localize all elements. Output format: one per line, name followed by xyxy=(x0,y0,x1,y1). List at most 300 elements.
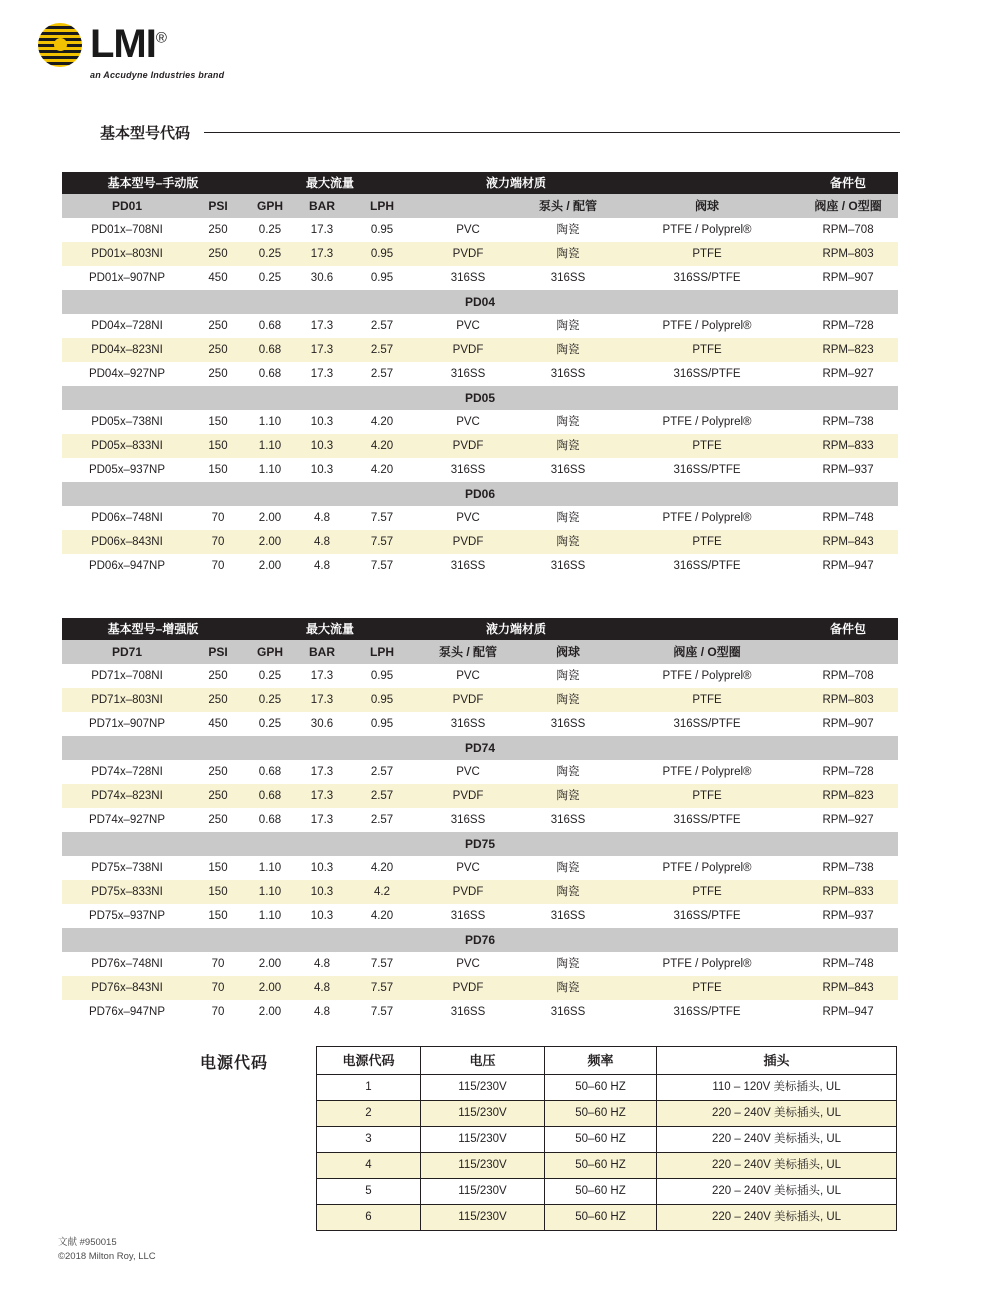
cell-pump-head: 316SS xyxy=(520,266,616,290)
cell-material: 316SS xyxy=(416,362,520,386)
cell-frequency: 50–60 HZ xyxy=(545,1205,657,1231)
table-row xyxy=(317,1075,897,1101)
cell-bar: 17.3 xyxy=(296,242,348,266)
cell-frequency: 50–60 HZ xyxy=(545,1075,657,1101)
cell-psi: 70 xyxy=(192,506,244,530)
cell-pump-head: 陶瓷 xyxy=(520,410,616,434)
cell-material: PVDF xyxy=(416,880,520,904)
cell-gph: 1.10 xyxy=(244,434,296,458)
cell-model: PD75x–738NI xyxy=(62,856,192,880)
cell-frequency: 50–60 HZ xyxy=(545,1179,657,1205)
cell-valve-ball: 316SS/PTFE xyxy=(616,904,798,928)
cell-model: PD76x–748NI xyxy=(62,952,192,976)
cell-model: PD05x–738NI xyxy=(62,410,192,434)
cell-spare-part: RPM–907 xyxy=(798,266,898,290)
cell-lph: 7.57 xyxy=(348,506,416,530)
cell-gph: 0.68 xyxy=(244,784,296,808)
column-header-pump-head: 泵头 / 配管 xyxy=(416,640,520,664)
cell-gph: 2.00 xyxy=(244,554,296,578)
cell-gph: 1.10 xyxy=(244,458,296,482)
cell-model: PD75x–833NI xyxy=(62,880,192,904)
cell-valve-ball: PTFE xyxy=(616,688,798,712)
cell-lph: 0.95 xyxy=(348,266,416,290)
table-row xyxy=(62,434,898,458)
table-group-row xyxy=(62,928,898,952)
cell-lph: 4.20 xyxy=(348,410,416,434)
cell-voltage: 115/230V xyxy=(421,1153,545,1179)
cell-material: PVC xyxy=(416,760,520,784)
cell-spare-part: RPM–748 xyxy=(798,506,898,530)
table-row xyxy=(62,784,898,808)
cell-lph: 2.57 xyxy=(348,338,416,362)
table-row xyxy=(62,458,898,482)
table-row xyxy=(62,1000,898,1024)
cell-psi: 250 xyxy=(192,760,244,784)
column-header-valve-ball: 阀球 xyxy=(616,194,798,218)
table-row xyxy=(62,856,898,880)
cell-valve-ball: PTFE xyxy=(616,784,798,808)
cell-pump-head: 陶瓷 xyxy=(520,880,616,904)
group-header-spare-parts: 备件包 xyxy=(798,172,898,194)
table-row xyxy=(62,362,898,386)
cell-pump-head: 陶瓷 xyxy=(520,530,616,554)
cell-gph: 0.25 xyxy=(244,664,296,688)
cell-spare-part: RPM–728 xyxy=(798,760,898,784)
cell-pump-head: 陶瓷 xyxy=(520,856,616,880)
cell-spare-part: RPM–738 xyxy=(798,410,898,434)
cell-psi: 150 xyxy=(192,434,244,458)
cell-bar: 17.3 xyxy=(296,362,348,386)
column-header-plug: 插头 xyxy=(657,1047,897,1075)
cell-psi: 150 xyxy=(192,410,244,434)
cell-pump-head: 316SS xyxy=(520,904,616,928)
cell-plug: 220 – 240V 美标插头, UL xyxy=(657,1179,897,1205)
logo-wordmark xyxy=(90,22,166,67)
cell-model: PD76x–947NP xyxy=(62,1000,192,1024)
cell-spare-part: RPM–907 xyxy=(798,712,898,736)
cell-psi: 70 xyxy=(192,952,244,976)
power-code-header-row xyxy=(317,1047,897,1075)
cell-pump-head: 陶瓷 xyxy=(520,664,616,688)
cell-psi: 250 xyxy=(192,362,244,386)
cell-bar: 4.8 xyxy=(296,952,348,976)
cell-material: PVDF xyxy=(416,242,520,266)
cell-model: PD01x–708NI xyxy=(62,218,192,242)
cell-gph: 0.68 xyxy=(244,362,296,386)
cell-model: PD04x–823NI xyxy=(62,338,192,362)
cell-spare-part: RPM–937 xyxy=(798,904,898,928)
section-heading xyxy=(100,122,900,143)
table-row xyxy=(62,314,898,338)
cell-bar: 17.3 xyxy=(296,314,348,338)
footer-copyright: ©2018 Milton Roy, LLC xyxy=(58,1251,156,1262)
logo-wordmark-text: LMI xyxy=(90,22,156,66)
cell-pump-head: 陶瓷 xyxy=(520,784,616,808)
table-column-header-row xyxy=(62,640,898,664)
table-row xyxy=(62,218,898,242)
cell-model: PD01x–907NP xyxy=(62,266,192,290)
cell-psi: 150 xyxy=(192,458,244,482)
cell-bar: 17.3 xyxy=(296,218,348,242)
cell-power-code: 4 xyxy=(317,1153,421,1179)
column-header-valve-ball: 阀球 xyxy=(520,640,616,664)
cell-model: PD05x–833NI xyxy=(62,434,192,458)
cell-spare-part: RPM–833 xyxy=(798,434,898,458)
column-header-frequency: 频率 xyxy=(545,1047,657,1075)
column-header-blank xyxy=(798,640,898,664)
cell-power-code: 5 xyxy=(317,1179,421,1205)
table-column-header-row xyxy=(62,194,898,218)
cell-material: PVC xyxy=(416,856,520,880)
cell-model: PD04x–728NI xyxy=(62,314,192,338)
cell-plug: 220 – 240V 美标插头, UL xyxy=(657,1127,897,1153)
group-header-max-flow: 最大流量 xyxy=(244,172,416,194)
table-row xyxy=(62,266,898,290)
group-header-liquid-end: 液力端材质 xyxy=(416,172,616,194)
cell-psi: 250 xyxy=(192,314,244,338)
group-label: PD04 xyxy=(62,290,898,314)
cell-pump-head: 陶瓷 xyxy=(520,218,616,242)
cell-model: PD06x–748NI xyxy=(62,506,192,530)
cell-material: 316SS xyxy=(416,266,520,290)
table-row xyxy=(62,688,898,712)
cell-gph: 0.68 xyxy=(244,314,296,338)
cell-valve-ball: PTFE xyxy=(616,338,798,362)
table-row xyxy=(317,1127,897,1153)
cell-material: PVDF xyxy=(416,976,520,1000)
column-header-psi: PSI xyxy=(192,194,244,218)
table-group-row xyxy=(62,736,898,760)
table-group-header-row xyxy=(62,618,898,640)
cell-spare-part: RPM–823 xyxy=(798,784,898,808)
column-header-power-code: 电源代码 xyxy=(317,1047,421,1075)
cell-gph: 1.10 xyxy=(244,410,296,434)
table-row xyxy=(62,506,898,530)
cell-gph: 2.00 xyxy=(244,952,296,976)
column-header-gph: GPH xyxy=(244,194,296,218)
lmi-sunburst-icon xyxy=(38,23,82,67)
cell-lph: 2.57 xyxy=(348,362,416,386)
cell-valve-ball: PTFE xyxy=(616,530,798,554)
cell-spare-part: RPM–927 xyxy=(798,362,898,386)
group-label: PD74 xyxy=(62,736,898,760)
cell-material: PVDF xyxy=(416,530,520,554)
cell-valve-ball: 316SS/PTFE xyxy=(616,458,798,482)
power-code-table-body xyxy=(317,1047,897,1231)
table-row xyxy=(62,976,898,1000)
cell-bar: 10.3 xyxy=(296,458,348,482)
cell-valve-ball: 316SS/PTFE xyxy=(616,266,798,290)
section-divider xyxy=(204,132,900,133)
cell-valve-ball: PTFE / Polyprel® xyxy=(616,218,798,242)
cell-model: PD71x–907NP xyxy=(62,712,192,736)
table-row xyxy=(62,242,898,266)
group-header-basic-model: 基本型号–增强版 xyxy=(62,618,244,640)
table-group-row xyxy=(62,832,898,856)
cell-voltage: 115/230V xyxy=(421,1205,545,1231)
cell-voltage: 115/230V xyxy=(421,1127,545,1153)
cell-gph: 0.68 xyxy=(244,338,296,362)
cell-pump-head: 316SS xyxy=(520,458,616,482)
cell-pump-head: 316SS xyxy=(520,1000,616,1024)
column-header-bar: BAR xyxy=(296,194,348,218)
cell-material: PVC xyxy=(416,218,520,242)
cell-material: 316SS xyxy=(416,1000,520,1024)
column-header-lph: LPH xyxy=(348,640,416,664)
cell-bar: 4.8 xyxy=(296,506,348,530)
cell-lph: 0.95 xyxy=(348,242,416,266)
group-label: PD76 xyxy=(62,928,898,952)
cell-pump-head: 316SS xyxy=(520,712,616,736)
cell-material: PVC xyxy=(416,952,520,976)
cell-lph: 2.57 xyxy=(348,760,416,784)
cell-spare-part: RPM–947 xyxy=(798,1000,898,1024)
cell-psi: 150 xyxy=(192,880,244,904)
cell-model: PD01x–803NI xyxy=(62,242,192,266)
group-header-max-flow: 最大流量 xyxy=(244,618,416,640)
cell-valve-ball: PTFE xyxy=(616,242,798,266)
table-row xyxy=(62,712,898,736)
cell-lph: 0.95 xyxy=(348,218,416,242)
cell-psi: 150 xyxy=(192,904,244,928)
cell-bar: 17.3 xyxy=(296,338,348,362)
cell-psi: 250 xyxy=(192,218,244,242)
cell-gph: 2.00 xyxy=(244,976,296,1000)
cell-spare-part: RPM–937 xyxy=(798,458,898,482)
cell-lph: 4.20 xyxy=(348,856,416,880)
cell-bar: 10.3 xyxy=(296,410,348,434)
cell-valve-ball: PTFE / Polyprel® xyxy=(616,314,798,338)
cell-bar: 4.8 xyxy=(296,976,348,1000)
cell-gph: 0.68 xyxy=(244,808,296,832)
cell-valve-ball: PTFE / Polyprel® xyxy=(616,952,798,976)
cell-spare-part: RPM–843 xyxy=(798,530,898,554)
cell-frequency: 50–60 HZ xyxy=(545,1153,657,1179)
cell-gph: 1.10 xyxy=(244,856,296,880)
cell-lph: 0.95 xyxy=(348,712,416,736)
cell-voltage: 115/230V xyxy=(421,1179,545,1205)
cell-bar: 10.3 xyxy=(296,856,348,880)
table-row xyxy=(62,338,898,362)
cell-bar: 17.3 xyxy=(296,664,348,688)
cell-model: PD75x–937NP xyxy=(62,904,192,928)
cell-psi: 70 xyxy=(192,1000,244,1024)
cell-valve-ball: PTFE xyxy=(616,976,798,1000)
cell-spare-part: RPM–748 xyxy=(798,952,898,976)
cell-frequency: 50–60 HZ xyxy=(545,1101,657,1127)
cell-lph: 4.20 xyxy=(348,904,416,928)
column-header-lph: LPH xyxy=(348,194,416,218)
cell-lph: 2.57 xyxy=(348,784,416,808)
cell-psi: 250 xyxy=(192,688,244,712)
cell-valve-ball: PTFE xyxy=(616,434,798,458)
cell-psi: 450 xyxy=(192,266,244,290)
cell-material: PVC xyxy=(416,410,520,434)
cell-valve-ball: 316SS/PTFE xyxy=(616,554,798,578)
cell-lph: 0.95 xyxy=(348,688,416,712)
table-row xyxy=(62,904,898,928)
table-group-row xyxy=(62,482,898,506)
column-header-bar: BAR xyxy=(296,640,348,664)
column-header-pump-head: 泵头 / 配管 xyxy=(520,194,616,218)
cell-bar: 17.3 xyxy=(296,688,348,712)
cell-power-code: 3 xyxy=(317,1127,421,1153)
cell-gph: 0.25 xyxy=(244,266,296,290)
table-row xyxy=(62,664,898,688)
cell-spare-part: RPM–833 xyxy=(798,880,898,904)
cell-pump-head: 陶瓷 xyxy=(520,506,616,530)
cell-psi: 450 xyxy=(192,712,244,736)
cell-material: 316SS xyxy=(416,458,520,482)
cell-pump-head: 陶瓷 xyxy=(520,242,616,266)
cell-pump-head: 陶瓷 xyxy=(520,952,616,976)
table-row xyxy=(62,880,898,904)
group-header-spare-parts-blank xyxy=(616,618,798,640)
logo-registered-mark: ® xyxy=(155,29,166,47)
table-row xyxy=(62,952,898,976)
cell-material: PVDF xyxy=(416,784,520,808)
table-row xyxy=(62,410,898,434)
cell-valve-ball: PTFE / Polyprel® xyxy=(616,410,798,434)
cell-valve-ball: 316SS/PTFE xyxy=(616,712,798,736)
cell-lph: 4.20 xyxy=(348,458,416,482)
page-footer xyxy=(58,1236,156,1264)
cell-gph: 1.10 xyxy=(244,904,296,928)
column-header-model: PD71 xyxy=(62,640,192,664)
column-header-valve-seat: 阀座 / O型圈 xyxy=(798,194,898,218)
column-header-model: PD01 xyxy=(62,194,192,218)
table-row xyxy=(317,1179,897,1205)
cell-pump-head: 316SS xyxy=(520,808,616,832)
cell-bar: 17.3 xyxy=(296,784,348,808)
cell-spare-part: RPM–708 xyxy=(798,218,898,242)
cell-valve-ball: 316SS/PTFE xyxy=(616,362,798,386)
cell-pump-head: 陶瓷 xyxy=(520,976,616,1000)
logo-tagline: an Accudyne Industries brand xyxy=(90,70,225,80)
cell-material: PVDF xyxy=(416,434,520,458)
cell-spare-part: RPM–803 xyxy=(798,242,898,266)
cell-power-code: 6 xyxy=(317,1205,421,1231)
cell-model: PD74x–927NP xyxy=(62,808,192,832)
cell-pump-head: 陶瓷 xyxy=(520,688,616,712)
cell-gph: 0.25 xyxy=(244,242,296,266)
cell-pump-head: 陶瓷 xyxy=(520,434,616,458)
cell-pump-head: 陶瓷 xyxy=(520,314,616,338)
group-header-basic-model: 基本型号–手动版 xyxy=(62,172,244,194)
table-row xyxy=(62,554,898,578)
group-label: PD06 xyxy=(62,482,898,506)
cell-spare-part: RPM–927 xyxy=(798,808,898,832)
cell-model: PD71x–803NI xyxy=(62,688,192,712)
cell-lph: 7.57 xyxy=(348,952,416,976)
cell-gph: 0.68 xyxy=(244,760,296,784)
cell-psi: 70 xyxy=(192,530,244,554)
cell-plug: 220 – 240V 美标插头, UL xyxy=(657,1205,897,1231)
cell-plug: 220 – 240V 美标插头, UL xyxy=(657,1101,897,1127)
column-header-voltage: 电压 xyxy=(421,1047,545,1075)
cell-plug: 220 – 240V 美标插头, UL xyxy=(657,1153,897,1179)
cell-psi: 250 xyxy=(192,808,244,832)
cell-model: PD76x–843NI xyxy=(62,976,192,1000)
cell-power-code: 1 xyxy=(317,1075,421,1101)
cell-lph: 7.57 xyxy=(348,1000,416,1024)
cell-material: PVDF xyxy=(416,688,520,712)
cell-bar: 10.3 xyxy=(296,434,348,458)
cell-power-code: 2 xyxy=(317,1101,421,1127)
column-header-valve-seat: 阀座 / O型圈 xyxy=(616,640,798,664)
cell-bar: 30.6 xyxy=(296,266,348,290)
cell-bar: 30.6 xyxy=(296,712,348,736)
cell-lph: 7.57 xyxy=(348,554,416,578)
power-code-table xyxy=(316,1046,897,1231)
cell-bar: 4.8 xyxy=(296,530,348,554)
table-row xyxy=(317,1153,897,1179)
cell-psi: 150 xyxy=(192,856,244,880)
cell-spare-part: RPM–823 xyxy=(798,338,898,362)
cell-lph: 0.95 xyxy=(348,664,416,688)
column-header-blank xyxy=(416,194,520,218)
section-title: 基本型号代码 xyxy=(100,125,191,142)
group-label: PD05 xyxy=(62,386,898,410)
cell-model: PD74x–728NI xyxy=(62,760,192,784)
cell-spare-part: RPM–803 xyxy=(798,688,898,712)
cell-valve-ball: PTFE / Polyprel® xyxy=(616,760,798,784)
cell-bar: 17.3 xyxy=(296,808,348,832)
cell-model: PD05x–937NP xyxy=(62,458,192,482)
footer-doc-number: 文献 #950015 xyxy=(58,1237,117,1248)
cell-psi: 250 xyxy=(192,242,244,266)
group-label: PD75 xyxy=(62,832,898,856)
table-group-row xyxy=(62,290,898,314)
cell-voltage: 115/230V xyxy=(421,1075,545,1101)
table-row xyxy=(62,808,898,832)
cell-gph: 2.00 xyxy=(244,1000,296,1024)
cell-lph: 4.2 xyxy=(348,880,416,904)
cell-material: PVC xyxy=(416,664,520,688)
cell-valve-ball: 316SS/PTFE xyxy=(616,1000,798,1024)
manual-models-table-body xyxy=(62,172,898,578)
cell-psi: 250 xyxy=(192,784,244,808)
table-group-row xyxy=(62,386,898,410)
cell-frequency: 50–60 HZ xyxy=(545,1127,657,1153)
cell-material: PVC xyxy=(416,314,520,338)
cell-bar: 10.3 xyxy=(296,880,348,904)
cell-valve-ball: PTFE / Polyprel® xyxy=(616,856,798,880)
cell-pump-head: 316SS xyxy=(520,554,616,578)
group-header-liquid-end: 液力端材质 xyxy=(416,618,616,640)
cell-spare-part: RPM–708 xyxy=(798,664,898,688)
cell-psi: 70 xyxy=(192,554,244,578)
table-row xyxy=(317,1101,897,1127)
cell-model: PD71x–708NI xyxy=(62,664,192,688)
cell-bar: 10.3 xyxy=(296,904,348,928)
group-header-spare-parts: 备件包 xyxy=(798,618,898,640)
cell-gph: 0.25 xyxy=(244,218,296,242)
cell-model: PD74x–823NI xyxy=(62,784,192,808)
table-row xyxy=(62,760,898,784)
cell-model: PD04x–927NP xyxy=(62,362,192,386)
cell-gph: 0.25 xyxy=(244,712,296,736)
cell-lph: 2.57 xyxy=(348,808,416,832)
cell-lph: 4.20 xyxy=(348,434,416,458)
cell-material: PVDF xyxy=(416,338,520,362)
cell-pump-head: 陶瓷 xyxy=(520,338,616,362)
cell-model: PD06x–843NI xyxy=(62,530,192,554)
column-header-gph: GPH xyxy=(244,640,296,664)
cell-material: 316SS xyxy=(416,904,520,928)
cell-spare-part: RPM–728 xyxy=(798,314,898,338)
cell-pump-head: 316SS xyxy=(520,362,616,386)
